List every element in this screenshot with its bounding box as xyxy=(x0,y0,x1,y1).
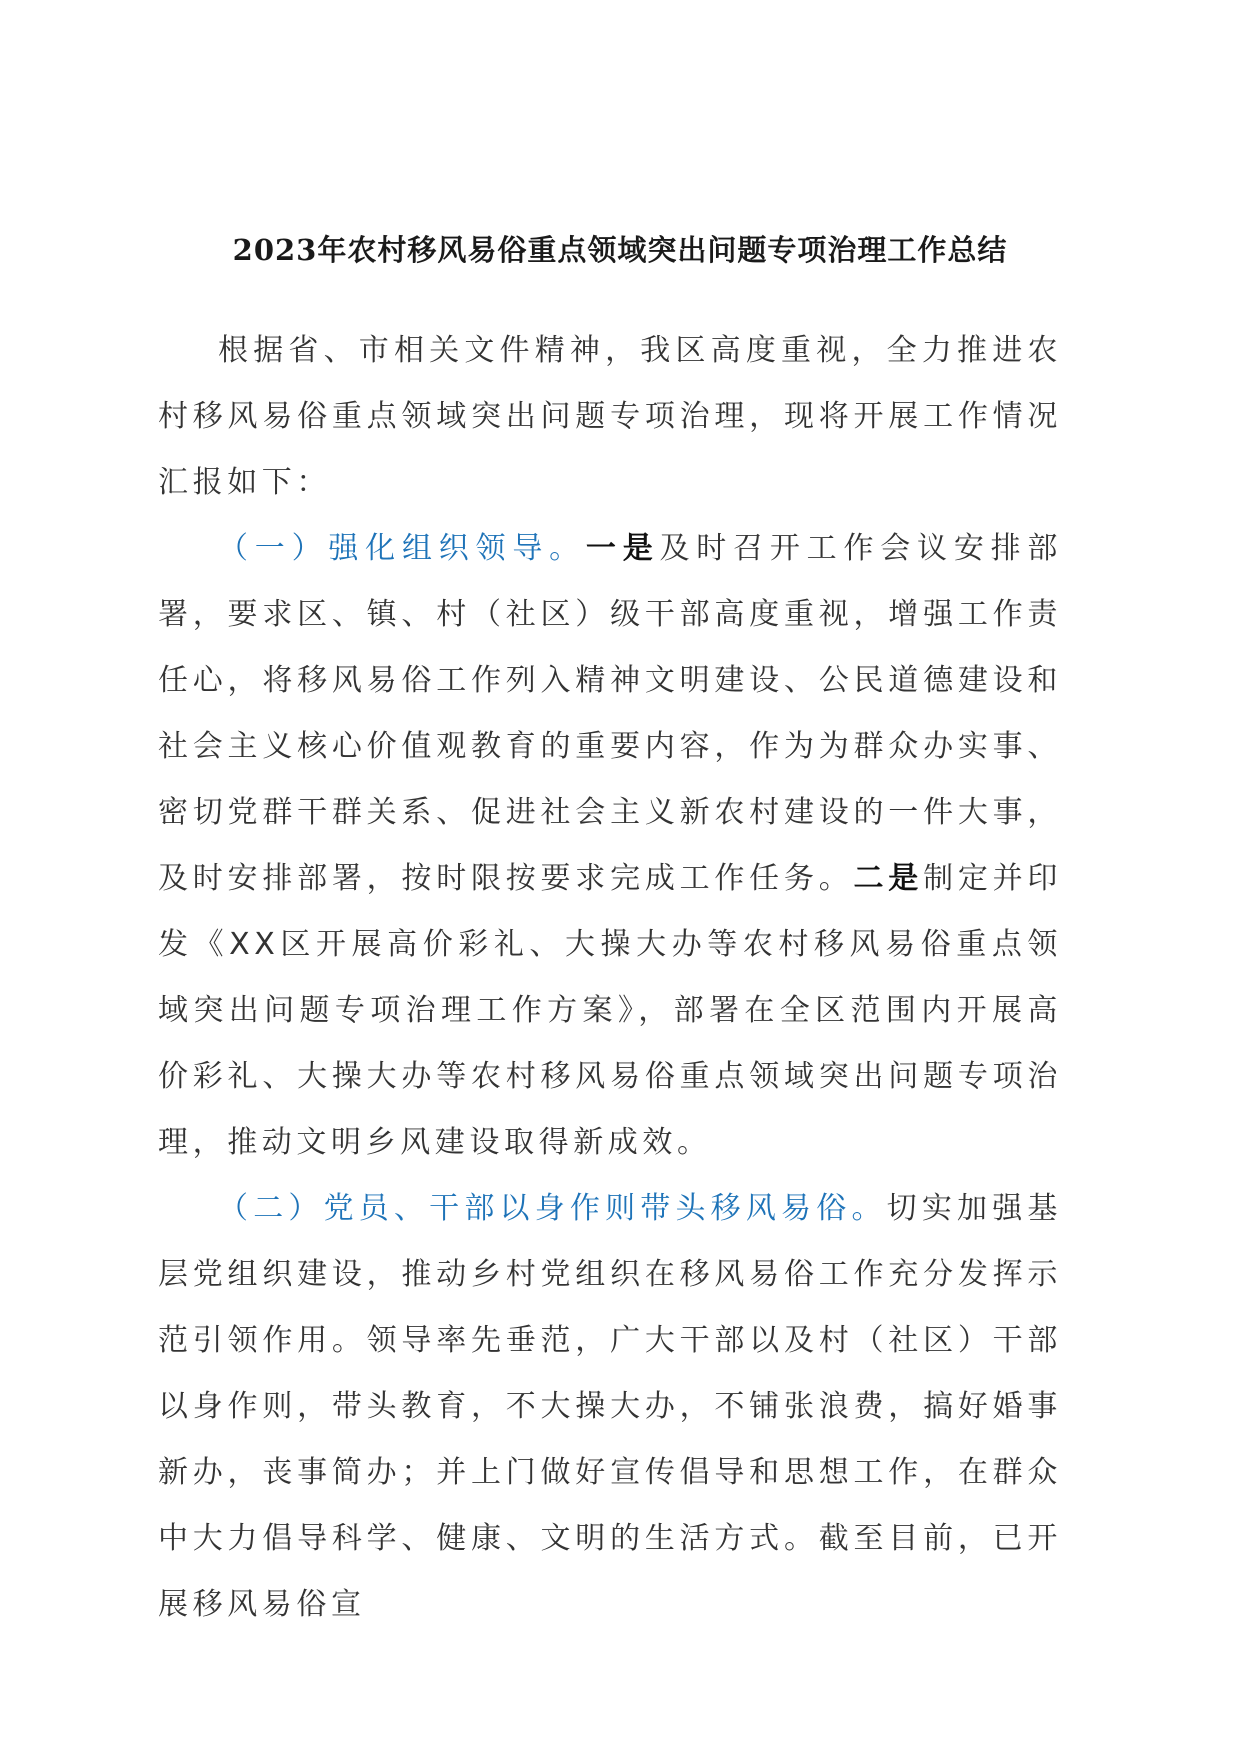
section1-text1: 及时召开工作会议安排部署，要求区、镇、村（社区）级干部高度重视，增强工作责任心，将移风易俗工作列入精神文明建设、公民道德建设和社会主义核心价值观教育的重要内容，作为为群众办实事、密切党群干群关系、促进社会主义新农村建设的一件大事，及时安排部署，按时限按要求完成工作任务。 xyxy=(158,531,1063,896)
document-title: 2023年农村移风易俗重点领域突出问题专项治理工作总结 xyxy=(232,233,1008,267)
intro-paragraph: 根据省、市相关文件精神，我区高度重视，全力推进农村移风易俗重点领域突出问题专项治理，现将开展工作情况汇报如下： xyxy=(158,333,1062,500)
section1-heading: （一）强化组织领导。 xyxy=(218,531,586,566)
section1-marker2: 二是 xyxy=(853,861,924,896)
section1-marker1: 一是 xyxy=(585,531,660,566)
section2-paragraph xyxy=(158,1176,1062,1638)
section2-heading: （二）党员、干部以身作则带头移风易俗。 xyxy=(218,1191,887,1226)
section1-paragraph xyxy=(158,516,1062,1176)
section2-text: 切实加强基层党组织建设，推动乡村党组织在移风易俗工作充分发挥示范引领作用。领导率先垂范，广大干部以及村（社区）干部以身作则，带头教育，不大操大办，不铺张浪费，搞好婚事新办，丧事简办；并上门做好宣传倡导和思想工作，在群众中大力倡导科学、健康、文明的生活方式。截至目前，已开展移风易俗宣 xyxy=(158,1191,1063,1622)
document-body xyxy=(158,318,1062,1638)
section1-text2: 制定并印发《XX区开展高价彩礼、大操大办等农村移风易俗重点领域突出问题专项治理工作方案》，部署在全区范围内开展高价彩礼、大操大办等农村移风易俗重点领域突出问题专项治理，推动文明乡风建设取得新成效。 xyxy=(158,861,1063,1160)
